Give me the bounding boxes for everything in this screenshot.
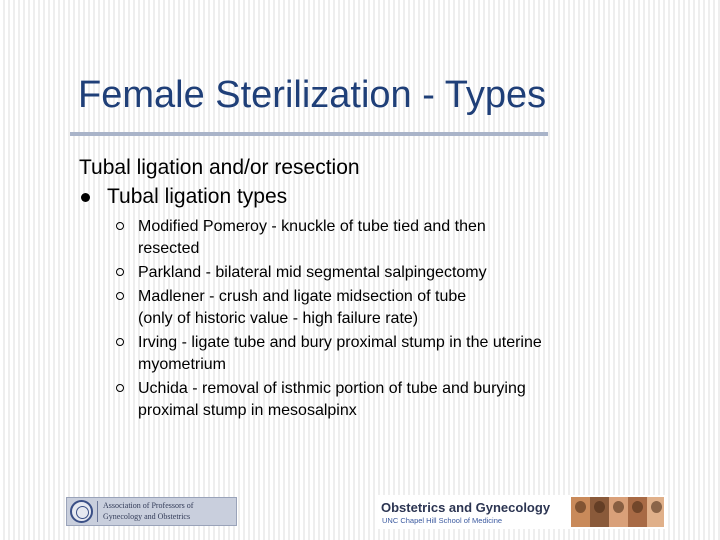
list-item-text: myometrium: [138, 356, 227, 373]
list-item: [79, 332, 699, 376]
portrait-photo: [647, 497, 664, 527]
list-item-text: proximal stump in mesosalpinx: [138, 402, 357, 419]
heading-text: Tubal ligation and/or resection: [79, 156, 360, 179]
hollow-circle-bullet-icon: [116, 292, 124, 300]
ligation-types-list: [79, 216, 699, 422]
portrait-photo: [609, 497, 628, 527]
portrait-photo: [571, 497, 590, 527]
list-item: [79, 286, 699, 330]
hollow-circle-bullet-icon: [116, 268, 124, 276]
title-underline: [70, 132, 548, 136]
list-item-text: resected: [138, 240, 200, 257]
list-item-text: Uchida - removal of isthmic portion of tube and burying: [138, 380, 526, 397]
bullet-item: [79, 184, 699, 210]
list-item-text: Parkland - bilateral mid segmental salpingectomy: [138, 264, 487, 281]
list-item-text: Modified Pomeroy - knuckle of tube tied and then: [138, 218, 486, 235]
list-item-text: Madlener - crush and ligate midsection of tube: [138, 288, 467, 305]
list-item: [79, 262, 699, 284]
portrait-photo: [628, 497, 647, 527]
slide-title: Female Sterilization - Types: [78, 74, 547, 116]
list-item-text: (only of historic value - high failure rate): [138, 310, 419, 327]
photo-strip: [571, 497, 664, 527]
hollow-circle-bullet-icon: [116, 384, 124, 392]
apgo-logo-line1: Association of Professors of: [103, 501, 194, 510]
unc-obgyn-logo: [376, 495, 666, 529]
unc-logo-title: Obstetrics and Gynecology: [381, 500, 551, 515]
apgo-logo-line2: Gynecology and Obstetrics: [103, 512, 191, 521]
apgo-seal-icon: [70, 500, 93, 523]
logo-divider: [97, 501, 98, 522]
portrait-photo: [590, 497, 609, 527]
bullet-text: Tubal ligation types: [107, 185, 288, 208]
unc-logo-subtitle: UNC Chapel Hill School of Medicine: [382, 516, 503, 525]
bullet-dot-icon: [81, 193, 90, 202]
list-item-text: Irving - ligate tube and bury proximal stump in the uterine: [138, 334, 542, 351]
apgo-logo: [66, 497, 237, 526]
slide-body: [79, 155, 699, 424]
list-item: [79, 378, 699, 422]
hollow-circle-bullet-icon: [116, 338, 124, 346]
list-item: [79, 216, 699, 260]
hollow-circle-bullet-icon: [116, 222, 124, 230]
